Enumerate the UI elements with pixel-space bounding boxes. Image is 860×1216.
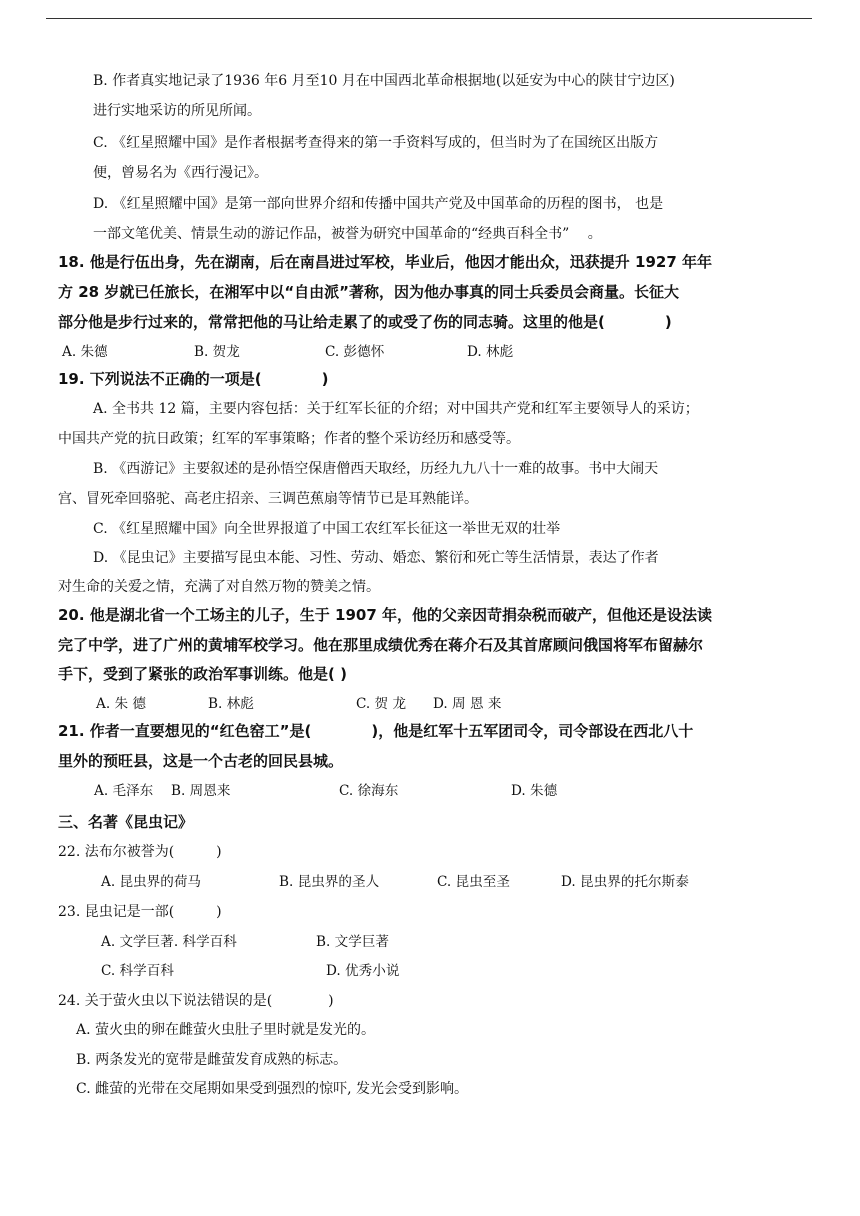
q17-option-b-line-2: 进行实地采访的所见所闻。: [93, 103, 261, 119]
q22-option-c: C. 昆虫至圣: [437, 874, 510, 890]
q23-option-b: B. 文学巨著: [316, 934, 390, 950]
q23-option-d: D. 优秀小说: [326, 963, 400, 979]
q21-option-b: B. 周恩来: [171, 783, 231, 799]
q23-option-c: C. 科学百科: [101, 963, 174, 979]
q20-option-c: C. 贺 龙: [356, 696, 407, 712]
q24-stem: 24. 关于萤火虫以下说法错误的是( ): [58, 993, 334, 1009]
q18-option-a: A. 朱德: [62, 344, 108, 360]
q19-option-d-line-1: D. 《昆虫记》主要描写昆虫本能、习性、劳动、婚恋、繁衍和死亡等生活情景，表达了作者: [93, 550, 659, 566]
q18-stem-line-3: 部分他是步行过来的，常常把他的马让给走累了的或受了伤的同志骑。这里的他是( ): [58, 313, 672, 331]
q24-option-a: A. 萤火虫的卵在雌萤火虫肚子里时就是发光的。: [76, 1022, 376, 1038]
q17-option-b-line-1: B. 作者真实地记录了1936 年6 月至10 月在中国西北革命根据地(以延安为中心的陕甘宁边区): [93, 73, 675, 89]
q24-option-c: C. 雌萤的光带在交尾期如果受到强烈的惊吓, 发光会受到影响。: [76, 1081, 469, 1097]
q18-stem-line-1: 18. 他是行伍出身，先在湖南，后在南昌进过军校，毕业后，他因才能出众，迅获提升 1927 年年: [58, 253, 712, 271]
section-heading: 三、名著《昆虫记》: [58, 813, 194, 831]
q21-option-d: D. 朱德: [511, 783, 558, 799]
q19-option-d-line-2: 对生命的关爱之情，充满了对自然万物的赞美之情。: [58, 579, 380, 595]
q20-option-a: A. 朱 德: [96, 696, 146, 712]
q17-option-c-line-1: C. 《红星照耀中国》是作者根据考查得来的第一手资料写成的，但当时为了在国统区出版方: [93, 135, 659, 151]
q20-stem-line-1: 20. 他是湖北省一个工场主的儿子，生于 1907 年，他的父亲因苛捐杂税而破产，但他还是设法读: [58, 606, 712, 624]
q20-stem-line-3: 手下，受到了紧张的政治军事训练。他是( ): [58, 665, 347, 683]
q19-option-a-line-2: 中国共产党的抗日政策；红军的军事策略；作者的整个采访经历和感受等。: [58, 431, 520, 447]
q22-option-d: D. 昆虫界的托尔斯泰: [561, 874, 689, 890]
q19-option-c: C. 《红星照耀中国》向全世界报道了中国工农红军长征这一举世无双的壮举: [93, 521, 561, 537]
q22-stem: 22. 法布尔被誉为( ): [58, 844, 222, 860]
q19-option-b-line-1: B. 《西游记》主要叙述的是孙悟空保唐僧西天取经，历经九九八十一难的故事。书中大闹天: [93, 461, 659, 477]
q19-option-a-line-1: A. 全书共 12 篇，主要内容包括：关于红军长征的介绍；对中国共产党和红军主要领导人的采访；: [93, 401, 699, 417]
q18-option-c: C. 彭德怀: [325, 344, 385, 360]
q20-option-d: D. 周 恩 来: [433, 696, 502, 712]
q19-option-b-line-2: 宫、冒死牵回骆驼、高老庄招亲、三调芭蕉扇等情节已是耳熟能详。: [58, 491, 478, 507]
q21-option-c: C. 徐海东: [339, 783, 399, 799]
q23-stem: 23. 昆虫记是一部( ): [58, 904, 222, 920]
q17-option-d-line-1: D. 《红星照耀中国》是第一部向世界介绍和传播中国共产党及中国革命的历程的图书， 也是: [93, 196, 664, 212]
q22-option-a: A. 昆虫界的荷马: [101, 874, 202, 890]
q21-option-a: A. 毛泽东: [94, 783, 154, 799]
q18-option-d: D. 林彪: [467, 344, 514, 360]
q20-option-b: B. 林彪: [208, 696, 254, 712]
header-rule: [46, 18, 812, 19]
q20-stem-line-2: 完了中学，进了广州的黄埔军校学习。他在那里成绩优秀在蒋介石及其首席顾问俄国将军布留赫尔: [58, 636, 704, 654]
q24-option-b: B. 两条发光的宽带是雌萤发育成熟的标志。: [76, 1052, 348, 1068]
q21-stem-line-2: 里外的预旺县，这是一个古老的回民县城。: [58, 752, 344, 770]
q17-option-d-line-2: 一部文笔优美、情景生动的游记作品，被誉为研究中国革命的“经典百科全书” 。: [93, 226, 602, 242]
q18-stem-line-2: 方 28 岁就已任旅长，在湘军中以“自由派”著称，因为他办事真的同士兵委员会商量。长征大: [58, 283, 680, 301]
q18-option-b: B. 贺龙: [194, 344, 240, 360]
q17-option-c-line-2: 便，曾易名为《西行漫记》。: [93, 165, 268, 181]
q21-stem-line-1: 21. 作者一直要想见的“红色窑工”是( )，他是红军十五军团司令，司令部设在西北八十: [58, 722, 694, 740]
q23-option-a: A. 文学巨著. 科学百科: [101, 934, 237, 950]
q22-option-b: B. 昆虫界的圣人: [279, 874, 380, 890]
q19-stem: 19. 下列说法不正确的一项是( ): [58, 370, 329, 388]
